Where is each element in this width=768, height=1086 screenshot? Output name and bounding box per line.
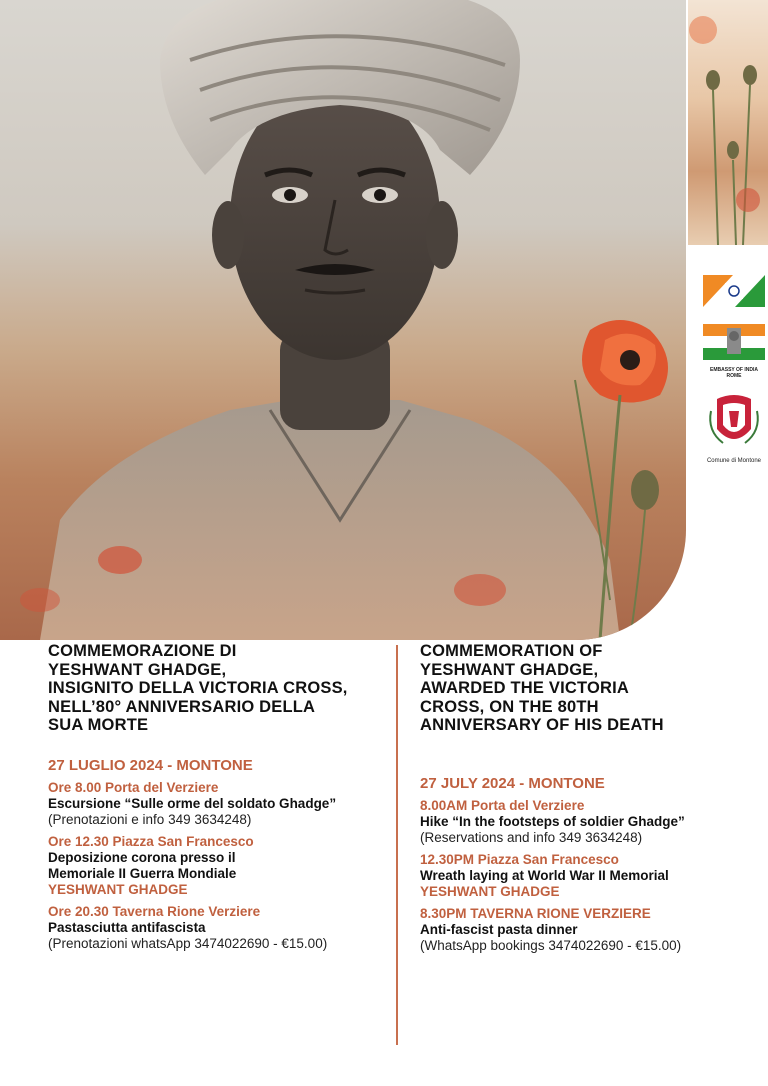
italian-event bbox=[48, 834, 388, 898]
embassy-logo bbox=[703, 324, 765, 379]
english-heading bbox=[420, 642, 750, 735]
comune-logo bbox=[703, 391, 765, 465]
event-note: (Reservations and info 349 3634248) bbox=[420, 829, 643, 845]
english-heading-line: COMMEMORATION OF bbox=[420, 642, 603, 660]
italian-date: 27 LUGLIO 2024 - MONTONE bbox=[48, 756, 253, 774]
event-description: Hike “In the footsteps of soldier Ghadge” bbox=[420, 813, 685, 829]
event-time-place: 8.00AM Porta del Verziere bbox=[420, 797, 585, 813]
event-highlight: YESHWANT GHADGE bbox=[48, 881, 188, 897]
english-column bbox=[420, 642, 750, 960]
italian-heading-line: COMMEMORAZIONE DI bbox=[48, 642, 237, 660]
english-heading-line: CROSS, ON THE 80TH bbox=[420, 697, 599, 716]
event-time-place: Ore 12.30 Piazza San Francesco bbox=[48, 833, 254, 849]
english-event bbox=[420, 798, 750, 846]
event-description: Pastasciutta antifascista bbox=[48, 919, 206, 935]
poppy-strip-illustration bbox=[688, 0, 768, 245]
india-tricolor-logo-icon bbox=[703, 275, 765, 307]
partner-logos bbox=[700, 275, 768, 477]
event-time-place: Ore 8.00 Porta del Verziere bbox=[48, 779, 219, 795]
english-heading-line: YESHWANT GHADGE, bbox=[420, 660, 599, 679]
event-description: Deposizione corona presso il bbox=[48, 849, 236, 865]
event-highlight: YESHWANT GHADGE bbox=[420, 883, 560, 899]
italian-heading-line: NELL’80° ANNIVERSARIO DELLA bbox=[48, 697, 316, 716]
event-description: Memoriale II Guerra Mondiale bbox=[48, 865, 237, 881]
italian-event bbox=[48, 904, 388, 952]
comune-caption: Comune di Montone bbox=[706, 458, 762, 464]
english-event bbox=[420, 852, 750, 900]
event-note: (WhatsApp bookings 3474022690 - €15.00) bbox=[420, 937, 682, 953]
english-date: 27 JULY 2024 - MONTONE bbox=[420, 774, 605, 792]
india-75-logo bbox=[703, 275, 765, 312]
event-time-place: Ore 20.30 Taverna Rione Verziere bbox=[48, 903, 261, 919]
event-note: (Prenotazioni whatsApp 3474022690 - €15.00) bbox=[48, 935, 328, 951]
poppy-field-strip bbox=[688, 0, 768, 245]
event-description: Anti-fascist pasta dinner bbox=[420, 921, 578, 937]
shirt-shape bbox=[40, 400, 620, 640]
event-time-place: 12.30PM Piazza San Francesco bbox=[420, 851, 619, 867]
event-note: (Prenotazioni e info 349 3634248) bbox=[48, 811, 252, 827]
english-heading-line: AWARDED THE VICTORIA bbox=[420, 679, 630, 697]
event-description: Wreath laying at World War II Memorial bbox=[420, 867, 669, 883]
embassy-caption: EMBASSY OF INDIA ROME bbox=[710, 367, 758, 379]
italian-heading-line: YESHWANT GHADGE, bbox=[48, 660, 227, 679]
comune-coat-of-arms-icon bbox=[703, 391, 765, 451]
embassy-emblem-icon bbox=[703, 324, 765, 360]
english-event bbox=[420, 906, 750, 954]
italian-heading-line: INSIGNITO DELLA VICTORIA CROSS, bbox=[48, 679, 348, 697]
event-time-place: 8.30PM TAVERNA RIONE VERZIERE bbox=[420, 905, 651, 921]
event-description: Escursione “Sulle orme del soldato Ghadge” bbox=[48, 795, 337, 811]
column-divider bbox=[396, 645, 398, 1045]
italian-heading bbox=[48, 642, 388, 735]
italian-column bbox=[48, 642, 388, 958]
italian-heading-line: SUA MORTE bbox=[48, 716, 149, 734]
italian-event bbox=[48, 780, 388, 828]
english-heading-line: ANNIVERSARY OF HIS DEATH bbox=[420, 716, 664, 734]
